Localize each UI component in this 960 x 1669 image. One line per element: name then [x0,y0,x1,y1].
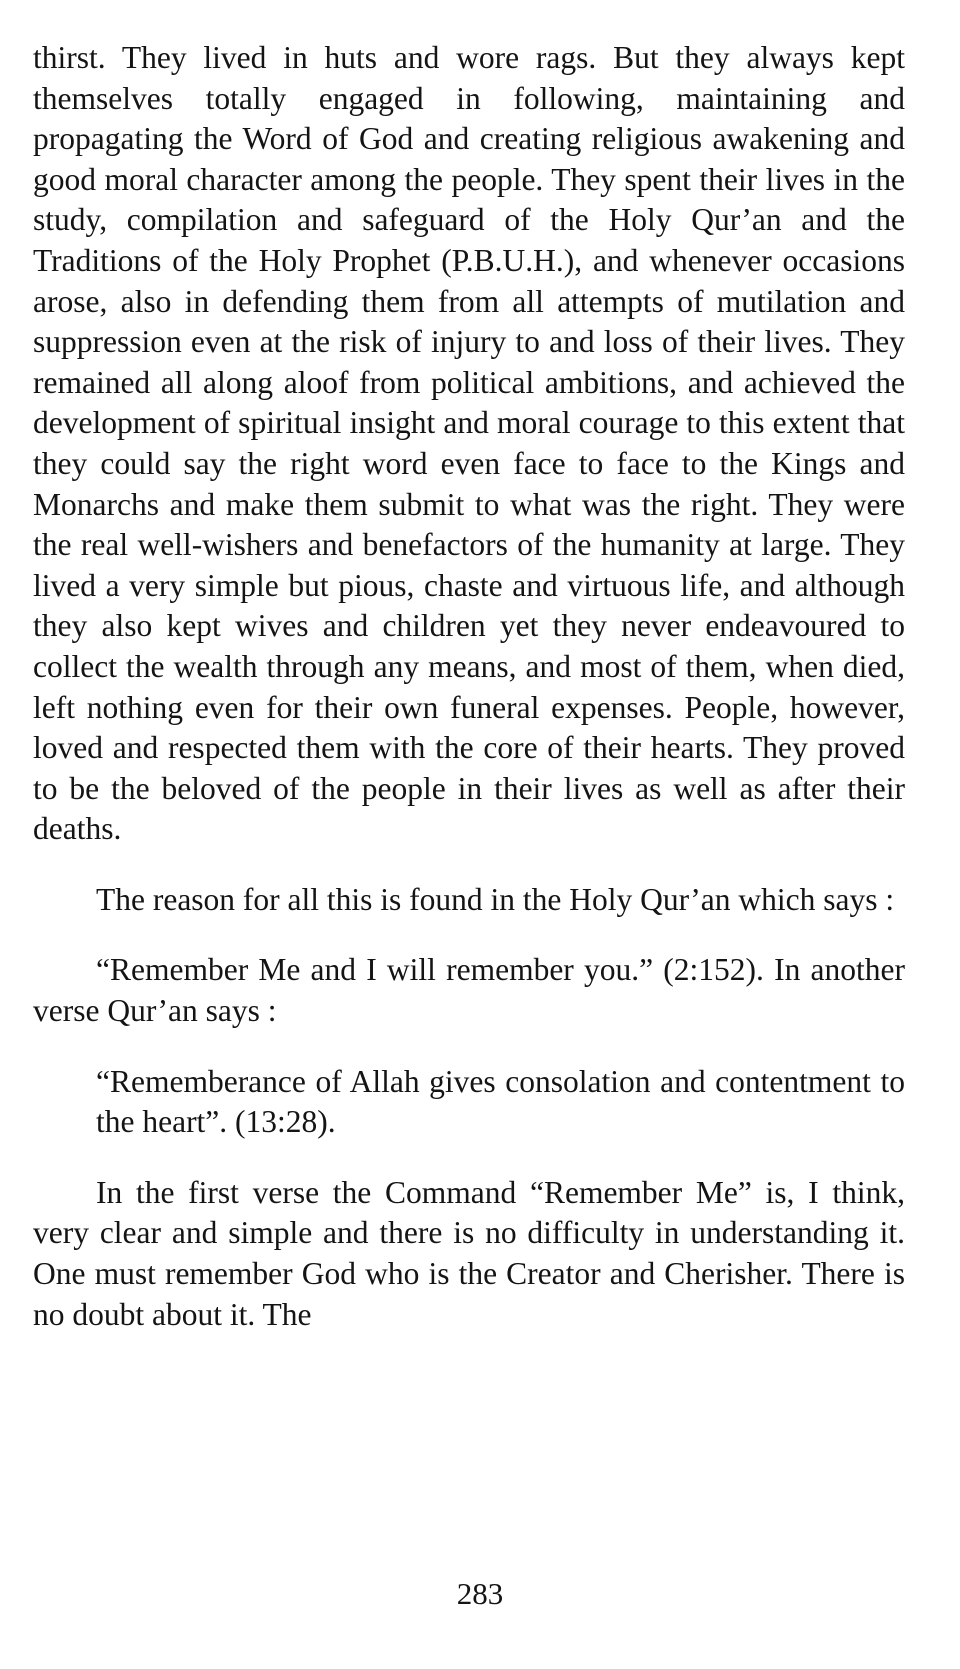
paragraph-remember-me: “Remember Me and I will remember you.” (2:152). In another verse Qur’an says : [33,952,905,1029]
paragraph-first-verse: In the first verse the Command “Remember Me” is, I think, very clear and simple and there is no difficulty in understanding it. One must remember God who is the Creator and Cherisher. There is no doubt about it. The [33,1174,905,1332]
page-number: 283 [456,1576,504,1611]
paragraph-reason: The reason for all this is found in the Holy Qur’an which says : [96,881,895,917]
paragraph-continuation: thirst. They lived in huts and wore rags. But they always kept themselves totally engaged in following, maintaining and propagating the Word of God and creating religious awakening and good moral character among the people. They spent their lives in the study, compilation and safeguard of the Holy Qur’an and the Traditions of the Holy Prophet (P.B.U.H.), and whenever occasions arose, also in defending them from all attempts of mutilation and suppression even at the risk of injury to and loss of their lives. They remained all along aloof from political ambitions, and achieved the development of spiritual insight and moral courage to this extent that they could say the right word even face to face to the Kings and Monarchs and make them submit to what was the right. They were the real well-wishers and benefactors of the humanity at large. They lived a very simple but pious, chaste and virtuous life, and although they also kept wives and children yet they never endeavoured to collect the wealth through any means, and most of them, when died, left nothing even for their own funeral expenses. People, however, loved and respected them with the core of their hearts. They proved to be the beloved of the people in their lives as well as after their deaths. [33,40,905,847]
page-body [33,38,905,1335]
block-quote: “Rememberance of Allah gives consolation and contentment to the heart”. (13:28). [96,1063,905,1140]
